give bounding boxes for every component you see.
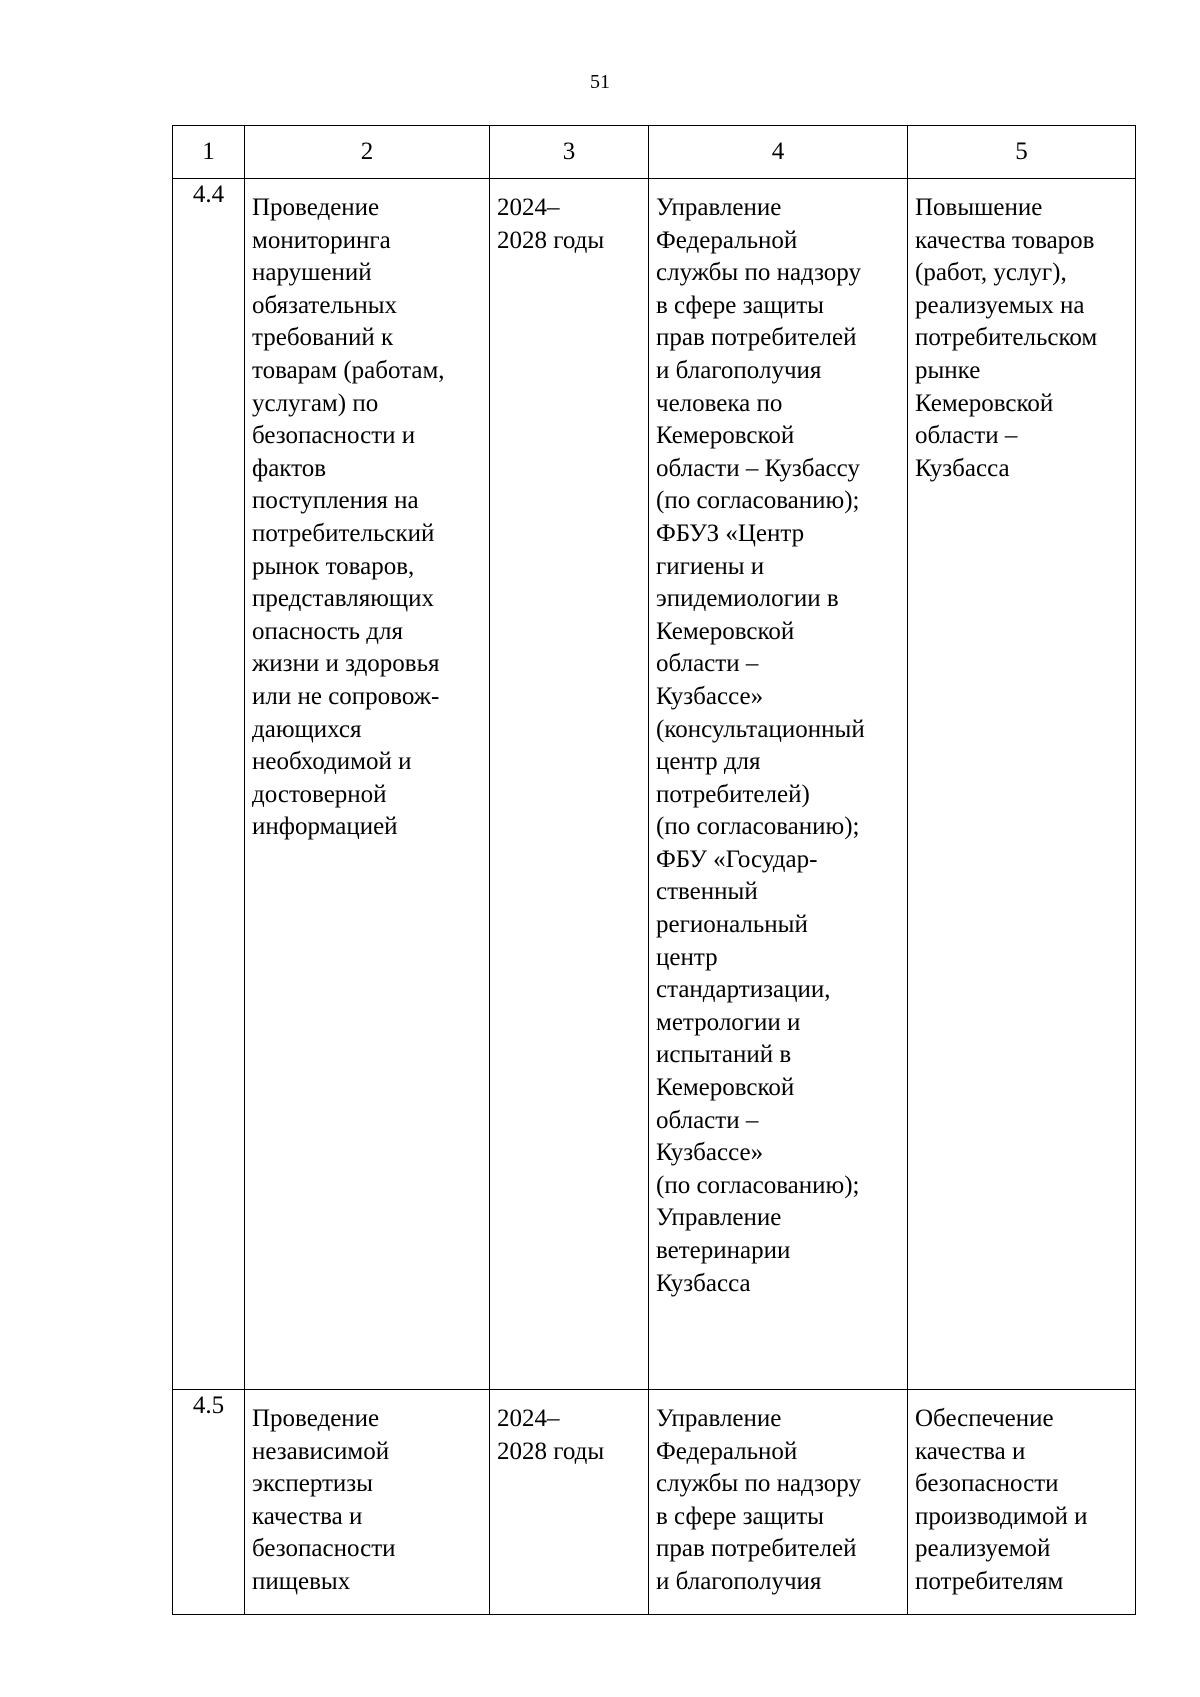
- cell-text-line: пищевых: [252, 1567, 351, 1595]
- cell-text-line: Проведение: [252, 194, 380, 221]
- cell-text-line: Кемеровской: [656, 422, 795, 450]
- cell-text-line: потребителям: [915, 1567, 1064, 1595]
- cell-text-line: Кемеровской: [656, 617, 795, 645]
- cell-text-line: независимой: [252, 1437, 390, 1465]
- cell-text-line: обязательных: [252, 291, 397, 319]
- cell-text-line: Кемеровской: [656, 1074, 795, 1102]
- cell-text-line: 2028 годы: [497, 1437, 605, 1465]
- cell-text-line: прав потребителей: [656, 1535, 857, 1563]
- header-col-2: 2: [245, 126, 490, 179]
- cell-text-line: службы по надзору: [656, 259, 861, 287]
- cell-text-line: и благополучия: [656, 1567, 822, 1595]
- page-number: 51: [590, 71, 610, 93]
- cell-text-line: потребительский: [252, 519, 435, 547]
- period-cell: [490, 179, 649, 1390]
- cell-text-line: Федеральной: [656, 226, 798, 254]
- cell-text-line: информацией: [252, 813, 398, 841]
- cell-text-line: прав потребителей: [656, 324, 857, 352]
- cell-text-line: Федеральной: [656, 1437, 798, 1465]
- cell-text-line: качества и: [252, 1502, 363, 1530]
- table-row: [173, 179, 1136, 1390]
- cell-text-line: Обеспечение: [915, 1405, 1054, 1432]
- cell-text-line: (консультационный: [656, 715, 865, 743]
- cell-text-line: Управление: [656, 1204, 782, 1232]
- table-row: [173, 1390, 1136, 1615]
- cell-text-line: Повышение: [915, 194, 1043, 221]
- plan-table: [172, 125, 1136, 1615]
- cell-text-line: качества и: [915, 1437, 1026, 1465]
- cell-text-line: испытаний в: [656, 1041, 792, 1069]
- executors-cell: [649, 179, 908, 1390]
- cell-text-line: реализуемых на: [915, 291, 1085, 319]
- cell-text-line: дающихся: [252, 715, 362, 743]
- cell-text-line: в сфере защиты: [656, 291, 824, 319]
- cell-text-line: ФБУ «Государ-: [656, 845, 818, 873]
- cell-text-line: безопасности и: [252, 422, 416, 450]
- cell-text-line: эпидемиологии в: [656, 585, 839, 613]
- cell-text-line: безопасности: [252, 1535, 396, 1563]
- cell-text-line: (работ, услуг),: [915, 259, 1067, 287]
- cell-text-line: потребителей): [656, 780, 810, 808]
- cell-text-line: ветеринарии: [656, 1237, 791, 1264]
- cell-text-line: службы по надзору: [656, 1470, 861, 1498]
- cell-text-line: центр для: [656, 748, 761, 776]
- executors-cell: [649, 1390, 908, 1615]
- cell-text-line: товарам (работам,: [252, 356, 445, 384]
- cell-text-line: опасность для: [252, 617, 403, 645]
- cell-text-line: необходимой и: [252, 748, 412, 776]
- cell-text-line: Кузбассе»: [656, 682, 764, 710]
- activity-cell: [245, 1390, 490, 1615]
- cell-text-line: (по согласованию);: [656, 813, 860, 841]
- cell-text-line: 2024–: [497, 1405, 560, 1432]
- cell-text-line: и благополучия: [656, 356, 822, 384]
- cell-text-line: (по согласованию);: [656, 487, 860, 515]
- result-cell: [908, 179, 1136, 1390]
- header-col-4: 4: [649, 126, 908, 179]
- cell-text-line: качества товаров: [915, 226, 1095, 254]
- cell-text-line: жизни и здоровья: [252, 650, 440, 678]
- period-cell: [490, 1390, 649, 1615]
- cell-text-line: ственный: [656, 878, 758, 906]
- cell-text-line: области –: [656, 650, 759, 678]
- cell-text-line: области –: [915, 422, 1018, 450]
- cell-text-line: области –: [656, 1106, 759, 1134]
- header-col-3: 3: [490, 126, 649, 179]
- cell-text-line: 2028 годы: [497, 226, 605, 254]
- header-col-5: 5: [908, 126, 1136, 179]
- cell-text-line: Управление: [656, 1405, 782, 1432]
- cell-text-line: гигиены и: [656, 552, 765, 580]
- cell-text-line: потребительском: [915, 324, 1098, 352]
- cell-text-line: Кузбасса: [656, 1269, 751, 1297]
- cell-text-line: (по согласованию);: [656, 1171, 860, 1199]
- row-number: 4.5: [173, 1390, 245, 1615]
- cell-text-line: Кузбасса: [915, 454, 1010, 482]
- cell-text-line: достоверной: [252, 780, 387, 808]
- cell-text-line: человека по: [656, 389, 783, 417]
- cell-text-line: в сфере защиты: [656, 1502, 824, 1530]
- cell-text-line: центр: [656, 943, 718, 971]
- cell-text-line: безопасности: [915, 1470, 1059, 1498]
- cell-text-line: Проведение: [252, 1405, 380, 1432]
- cell-text-line: Кузбассе»: [656, 1139, 764, 1167]
- cell-text-line: Управление: [656, 194, 782, 221]
- cell-text-line: 2024–: [497, 194, 560, 221]
- cell-text-line: рынке: [915, 356, 981, 384]
- cell-text-line: услугам) по: [252, 389, 379, 417]
- result-cell: [908, 1390, 1136, 1615]
- cell-text-line: экспертизы: [252, 1470, 373, 1498]
- cell-text-line: региональный: [656, 911, 808, 939]
- row-number: 4.4: [173, 179, 245, 1390]
- cell-text-line: фактов: [252, 454, 327, 482]
- cell-text-line: Кемеровской: [915, 389, 1054, 417]
- cell-text-line: нарушений: [252, 259, 372, 287]
- cell-text-line: требований к: [252, 324, 394, 352]
- cell-text-line: реализуемой: [915, 1535, 1051, 1563]
- cell-text-line: представляющих: [252, 585, 435, 613]
- cell-text-line: поступления на: [252, 487, 419, 515]
- cell-text-line: области – Кузбассу: [656, 454, 860, 482]
- header-col-1: 1: [173, 126, 245, 179]
- cell-text-line: стандартизации,: [656, 976, 831, 1004]
- cell-text-line: или не сопровож-: [252, 682, 440, 710]
- cell-text-line: производимой и: [915, 1502, 1088, 1530]
- cell-text-line: метрологии и: [656, 1008, 801, 1036]
- cell-text-line: ФБУЗ «Центр: [656, 519, 805, 547]
- cell-text-line: мониторинга: [252, 226, 391, 254]
- table-header-row: [173, 126, 1136, 179]
- activity-cell: [245, 179, 490, 1390]
- cell-text-line: рынок товаров,: [252, 552, 415, 580]
